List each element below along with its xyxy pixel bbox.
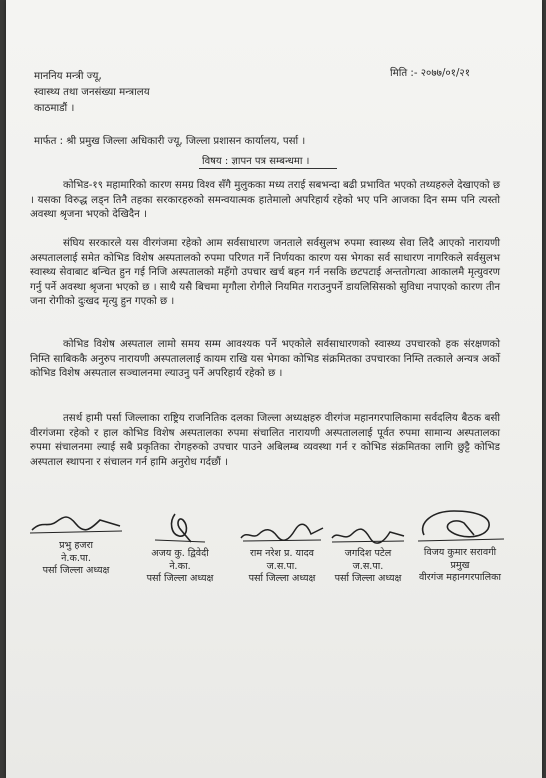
signatory-title: पर्सा जिल्ला अध्यक्ष [248, 573, 316, 584]
signature-image [328, 524, 408, 546]
signatory-party: ने.क.पा. [61, 552, 91, 564]
signatory-name: जगदिश पटेल [344, 548, 392, 559]
subject-line: विषय : ज्ञापन पत्र सम्बन्धमा । [202, 156, 310, 167]
signatory-title: पर्सा जिल्ला अध्यक्ष [334, 573, 402, 584]
signatory-1 [26, 508, 126, 578]
signatory-name: प्रभु हजरा [59, 540, 93, 551]
body-paragraph-1: कोभिड-१९ महामारिको कारण समग्र विश्व सँगै मुलुकका मध्य तराई सबभन्दा बढी प्रभावित भएको तथ्यहरुले देखाएको छ । यसका विरुद्ध लड्न तिनै तहका सरकारहरुको समन्वयात्मक हातेमालो अपरिहार्य रहेको भए पनि आजका दिन सम्म पनि त्यस्तो अवस्था श्रृजना भएको देखिदैन । [30, 180, 500, 221]
signatory-4 [326, 524, 410, 586]
signatory-party: ने.का. [169, 560, 191, 572]
signature-image [410, 505, 510, 545]
recipient-line-2: स्वास्थ्य तथा जनसंख्या मन्त्रालय [34, 87, 150, 98]
signatory-name: राम नरेश प्र. यादव [249, 548, 315, 559]
signature-image [145, 512, 215, 546]
recipient-line-3: काठमाडौं । [34, 103, 75, 114]
signatory-party: प्रमुख [450, 559, 470, 571]
signatory-name: विजय कुमार सरावगी [423, 547, 497, 558]
letter-sheet [6, 0, 542, 778]
signatory-5 [404, 505, 516, 585]
signatory-3 [230, 520, 334, 586]
signature-image [28, 508, 124, 538]
signatory-title: पर्सा जिल्ला अध्यक्ष [42, 565, 110, 576]
subject-underline [199, 168, 337, 169]
signatory-title: पर्सा जिल्ला अध्यक्ष [146, 573, 214, 584]
signatory-party: ज.स.पा. [266, 560, 298, 572]
body-paragraph-4: तसर्थ हामी पर्सा जिल्लाका राष्ट्रिय राजनितिक दलका जिल्ला अध्यक्षहरु वीरगंज महानगरपालिकामा सर्वदलिय बैठक बसी वीरगंजमा रहेको र हाल कोभिड विशेष अस्पतालका रुपमा संचालित नारायणी अस्पताललाई पूर्वत रुपमा सामान्य अस्पतालका रुपमा संचालनमा ल्याई सबै प्रकृतिका रोगहरुको उपचार पाउने अबिलम्ब व्यवस्था गर्न र कोभिड संक्रमितका लागि छुट्टै कोभिड अस्पताल स्थापना र संचालन गर्न हामि अनुरोध गर्दछौं । [30, 413, 500, 468]
letter-date: मिति :- २०७७/०१/२१ [390, 68, 471, 79]
signatory-title: वीरगंज महानगरपालिका [418, 572, 502, 583]
body-paragraph-3: कोभिड विशेष अस्पताल लामो समय सम्म आवश्यक पर्ने भएकोले सर्वसाधारणको स्वास्थ्य उपचारको हक संरक्षणको निम्ति साबिककै अनुरुप नारायणी अस्पताललाई कायम राखि यस भेगका कोभिड संक्रमितका उपचारका निम्ति तत्काले अन्यत्र अर्को कोभिड विशेष अस्पताल सञ्चालनमा ल्याउनु पर्ने अपरिहार्य रहेको छ । [30, 339, 500, 380]
body-paragraph-2: संघिय सरकारले यस वीरगंजमा रहेको आम सर्वसाधारण जनताले सर्वसुलभ रुपमा स्वास्थ्य सेवा लिदै आएको नारायणी अस्पताललाई समेत कोभिड विशेष अस्पतालको रुपमा परिणत गर्ने निर्णयका कारण यस भेगका सर्व साधारण नागरिकले सर्वसुलभ स्वास्थ्य सेवाबाट बन्चित हुन गई निजि अस्पतालको महँगो उपचार खर्च बहन गर्न नसकि छटपटाई अन्ततोगत्वा आकालमै मृत्युवरण गर्नु पर्ने अवस्था श्रृजना भएको छ । साथै यसै बिचमा मृगौला रोगीले नियमित गराउनुपर्ने डायलिसिसको सुविधा नपाएको कारण तीन जना रोगीको दुःखद मृत्यु हुन गएको छ । [30, 238, 500, 308]
signatory-party: ज.स.पा. [352, 560, 384, 572]
signatory-2 [132, 512, 228, 586]
signature-image [237, 520, 327, 546]
via-line: मार्फत : श्री प्रमुख जिल्ला अधिकारी ज्यू, जिल्ला प्रशासन कार्यालय, पर्सा । [34, 136, 306, 147]
recipient-line-1: माननिय मन्त्री ज्यू, [34, 71, 102, 82]
signatory-name: अजय कु. द्विवेदी [151, 548, 209, 559]
